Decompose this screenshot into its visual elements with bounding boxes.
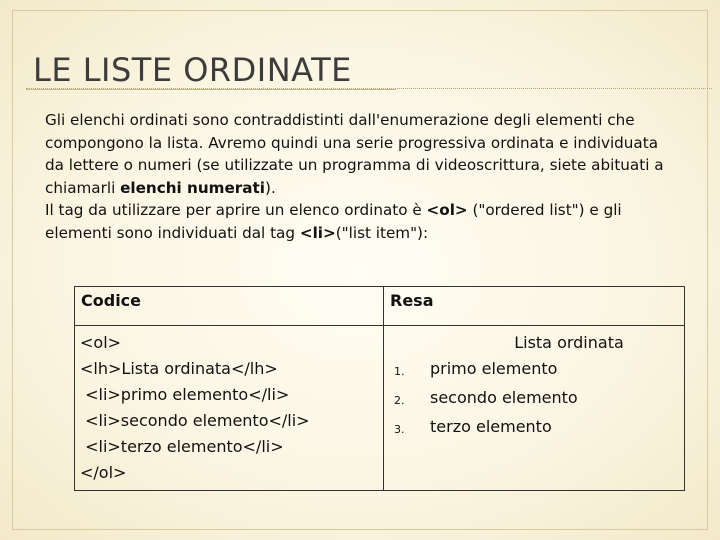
code-cell [75, 326, 384, 491]
intro-text [45, 109, 675, 244]
header-code: Codice [75, 287, 384, 326]
table-header-row [75, 287, 685, 326]
intro-p1-a: Gli elenchi ordinati sono contraddistinti dall'enumerazione degli elementi che compongono la lista. Avremo quindi una serie progressiva ordinata e individuata da lettere o numeri (se utilizzate un programma di videoscrittura, siete abituati a chiamarli [45, 111, 664, 197]
list-item-text: terzo elemento [430, 417, 552, 436]
list-number: 3. [394, 423, 405, 436]
list-item [394, 385, 674, 414]
list-item-text: secondo elemento [430, 388, 578, 407]
intro-p2-c: ("list item"): [335, 223, 429, 242]
intro-p2-li-tag: <li> [299, 223, 336, 242]
intro-p2-a: Il tag da utilizzare per aprire un elenco ordinato è [45, 201, 427, 219]
render-list [394, 356, 674, 443]
intro-p1-b: ). [265, 178, 276, 197]
list-number: 2. [394, 394, 405, 407]
render-cell [384, 326, 685, 491]
table-row [75, 326, 685, 491]
list-item-text: primo elemento [430, 359, 558, 378]
slide-title: LE LISTE ORDINATE [33, 51, 352, 89]
code-line: <li>primo elemento</li> [80, 385, 290, 404]
comparison-table [74, 286, 685, 491]
intro-p2-ol-tag: <ol> [426, 201, 468, 219]
list-item [394, 356, 674, 385]
render-list-header: Lista ordinata [514, 333, 624, 352]
code-line: <li>secondo elemento</li> [80, 411, 310, 430]
list-number: 1. [394, 365, 405, 378]
list-item [394, 414, 674, 443]
code-line: <li>terzo elemento</li> [80, 437, 284, 456]
code-line: </ol> [80, 463, 127, 482]
header-render: Resa [384, 287, 685, 326]
code-line: <ol> [80, 333, 122, 352]
intro-p1-bold: elenchi numerati [120, 178, 266, 197]
intro-p2-b: ("ordered list") e gli elementi sono individuati dal tag [45, 201, 622, 242]
code-line: <lh>Lista ordinata</lh> [80, 359, 278, 378]
